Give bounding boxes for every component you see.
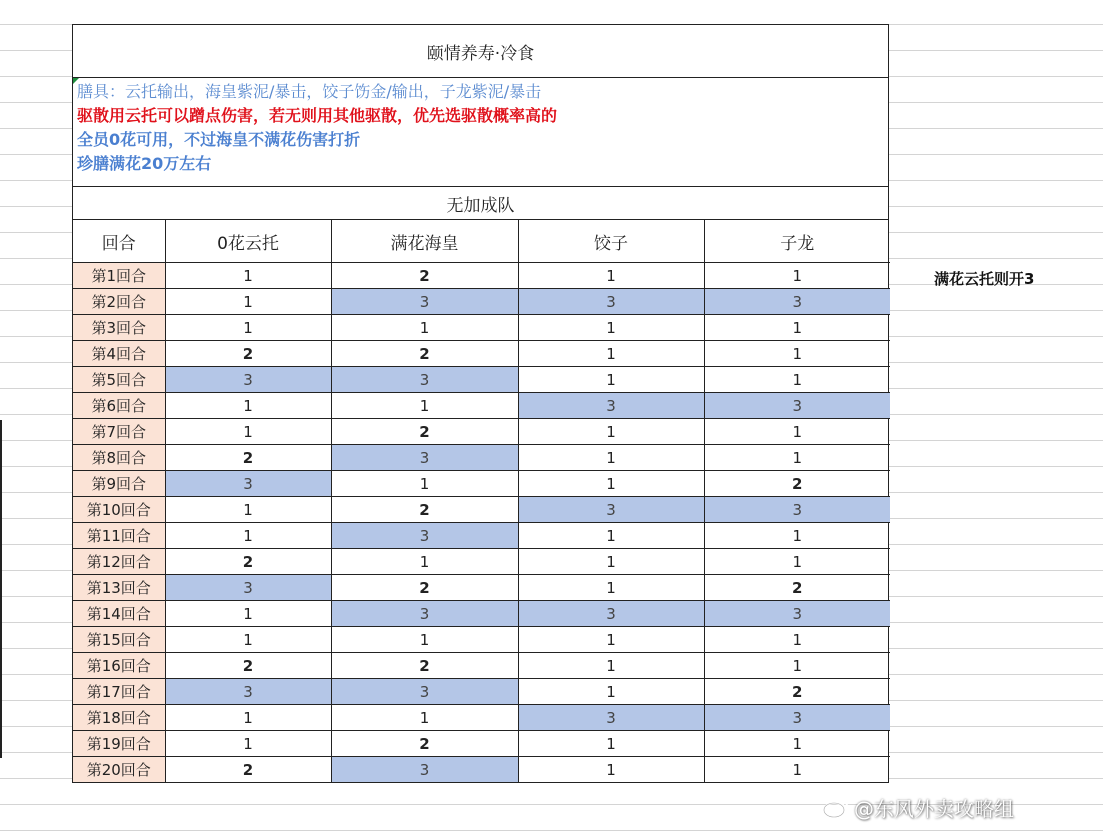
value-cell[interactable]: 1 [518,445,704,471]
table-row [73,601,890,627]
table-row [73,367,890,393]
value-cell[interactable]: 1 [165,419,331,445]
round-cell[interactable]: 第2回合 [73,289,165,315]
left-border-mark [0,420,2,758]
round-cell[interactable]: 第11回合 [73,523,165,549]
value-cell[interactable]: 1 [165,393,331,419]
value-cell[interactable]: 3 [704,289,890,315]
table-row [73,731,890,757]
watermark [822,793,1014,822]
value-cell[interactable]: 3 [165,679,331,705]
side-note[interactable]: 满花云托则开3 [934,270,1035,288]
table-row [73,627,890,653]
value-cell[interactable]: 3 [165,575,331,601]
value-cell[interactable]: 1 [518,757,704,783]
value-cell[interactable]: 1 [331,705,518,731]
value-cell[interactable]: 1 [165,289,331,315]
round-cell[interactable]: 第20回合 [73,757,165,783]
round-cell[interactable]: 第17回合 [73,679,165,705]
value-cell[interactable]: 2 [165,653,331,679]
value-cell[interactable]: 3 [331,367,518,393]
table-row [73,445,890,471]
table-row [73,471,890,497]
value-cell[interactable]: 3 [331,679,518,705]
value-cell[interactable]: 2 [704,679,890,705]
value-cell[interactable]: 3 [331,601,518,627]
note-line: 膳具：云托输出，海皇紫泥/暴击，饺子饬金/输出，子龙紫泥/暴击 [77,82,542,101]
value-cell[interactable]: 3 [704,393,890,419]
value-cell[interactable]: 1 [704,341,890,367]
value-cell[interactable]: 3 [704,705,890,731]
value-cell[interactable]: 1 [165,731,331,757]
table-row [73,679,890,705]
value-cell[interactable]: 3 [518,705,704,731]
value-cell[interactable]: 1 [518,341,704,367]
value-cell[interactable]: 1 [165,523,331,549]
table-row [73,757,890,783]
value-cell[interactable]: 1 [704,549,890,575]
value-cell[interactable]: 3 [331,289,518,315]
value-cell[interactable]: 1 [165,497,331,523]
watermark-text: @东风外卖攻略组 [854,797,1014,821]
round-cell[interactable]: 第4回合 [73,341,165,367]
value-cell[interactable]: 2 [165,757,331,783]
value-cell[interactable]: 2 [331,419,518,445]
value-cell[interactable]: 2 [704,471,890,497]
value-cell[interactable]: 2 [331,731,518,757]
value-cell[interactable]: 2 [331,341,518,367]
table-row [73,575,890,601]
value-cell[interactable]: 1 [518,731,704,757]
value-cell[interactable]: 2 [331,263,518,289]
value-cell[interactable]: 1 [704,263,890,289]
spreadsheet-table [72,24,889,783]
value-cell[interactable]: 1 [518,627,704,653]
round-cell[interactable]: 第15回合 [73,627,165,653]
value-cell[interactable]: 3 [518,601,704,627]
value-cell[interactable]: 2 [165,341,331,367]
round-cell[interactable]: 第9回合 [73,471,165,497]
table-row [73,341,890,367]
value-cell[interactable]: 1 [518,549,704,575]
value-cell[interactable]: 1 [518,263,704,289]
value-cell[interactable]: 3 [331,445,518,471]
value-cell[interactable]: 1 [165,601,331,627]
value-cell[interactable]: 3 [165,471,331,497]
table-row [73,549,890,575]
value-cell[interactable]: 1 [331,471,518,497]
value-cell[interactable]: 1 [518,315,704,341]
round-cell[interactable]: 第16回合 [73,653,165,679]
value-cell[interactable]: 1 [704,419,890,445]
value-cell[interactable]: 1 [704,757,890,783]
round-cell[interactable]: 第10回合 [73,497,165,523]
value-cell[interactable]: 1 [518,653,704,679]
value-cell[interactable]: 3 [704,601,890,627]
value-cell[interactable]: 2 [704,575,890,601]
note-line: 珍膳满花20万左右 [77,154,212,173]
table-row [73,523,890,549]
value-cell[interactable]: 3 [331,757,518,783]
value-cell[interactable]: 3 [331,523,518,549]
table-row [73,315,890,341]
value-cell[interactable]: 1 [518,367,704,393]
value-cell[interactable]: 1 [518,419,704,445]
column-header[interactable]: 子龙 [704,220,890,263]
rounds-table [73,220,890,782]
round-cell[interactable]: 第5回合 [73,367,165,393]
column-header[interactable]: 饺子 [518,220,704,263]
table-row [73,497,890,523]
value-cell[interactable]: 1 [165,263,331,289]
value-cell[interactable]: 1 [331,549,518,575]
round-cell[interactable]: 第6回合 [73,393,165,419]
sheet-title[interactable]: 颐情养寿·冷食 [73,25,888,78]
value-cell[interactable]: 1 [704,653,890,679]
value-cell[interactable]: 1 [165,315,331,341]
header-row [73,220,890,263]
value-cell[interactable]: 1 [331,393,518,419]
value-cell[interactable]: 1 [331,315,518,341]
value-cell[interactable]: 1 [165,705,331,731]
table-row [73,705,890,731]
table-row [73,653,890,679]
round-cell[interactable]: 第19回合 [73,731,165,757]
round-cell[interactable]: 第12回合 [73,549,165,575]
value-cell[interactable]: 1 [704,523,890,549]
table-body [73,263,890,783]
value-cell[interactable]: 2 [331,653,518,679]
value-cell[interactable]: 1 [704,367,890,393]
round-cell[interactable]: 第1回合 [73,263,165,289]
value-cell[interactable]: 3 [518,393,704,419]
value-cell[interactable]: 3 [165,367,331,393]
value-cell[interactable]: 1 [704,731,890,757]
value-cell[interactable]: 1 [331,627,518,653]
section-title[interactable]: 无加成队 [73,187,888,220]
value-cell[interactable]: 2 [331,575,518,601]
value-cell[interactable]: 1 [704,315,890,341]
notes-cell[interactable] [73,78,888,187]
round-cell[interactable]: 第7回合 [73,419,165,445]
comment-marker-icon [73,78,79,84]
value-cell[interactable]: 1 [704,445,890,471]
value-cell[interactable]: 1 [704,627,890,653]
value-cell[interactable]: 1 [518,679,704,705]
table-row [73,393,890,419]
value-cell[interactable]: 1 [518,523,704,549]
notes-list [77,80,884,176]
value-cell[interactable]: 3 [518,497,704,523]
table-row [73,289,890,315]
table-row [73,419,890,445]
column-header[interactable]: 0花云托 [165,220,331,263]
value-cell[interactable]: 2 [331,497,518,523]
table-row [73,263,890,289]
note-line: 驱散用云托可以蹭点伤害，若无则用其他驱散，优先选驱散概率高的 [77,106,558,125]
column-header[interactable]: 回合 [73,220,165,263]
value-cell[interactable]: 2 [165,445,331,471]
column-header[interactable]: 满花海皇 [331,220,518,263]
round-cell[interactable]: 第13回合 [73,575,165,601]
value-cell[interactable]: 3 [704,497,890,523]
value-cell[interactable]: 2 [165,549,331,575]
value-cell[interactable]: 1 [165,627,331,653]
value-cell[interactable]: 1 [518,471,704,497]
value-cell[interactable]: 3 [518,289,704,315]
round-cell[interactable]: 第14回合 [73,601,165,627]
weibo-icon [822,797,850,819]
value-cell[interactable]: 1 [518,575,704,601]
round-cell[interactable]: 第3回合 [73,315,165,341]
round-cell[interactable]: 第8回合 [73,445,165,471]
round-cell[interactable]: 第18回合 [73,705,165,731]
note-line: 全员0花可用，不过海皇不满花伤害打折 [77,130,361,149]
